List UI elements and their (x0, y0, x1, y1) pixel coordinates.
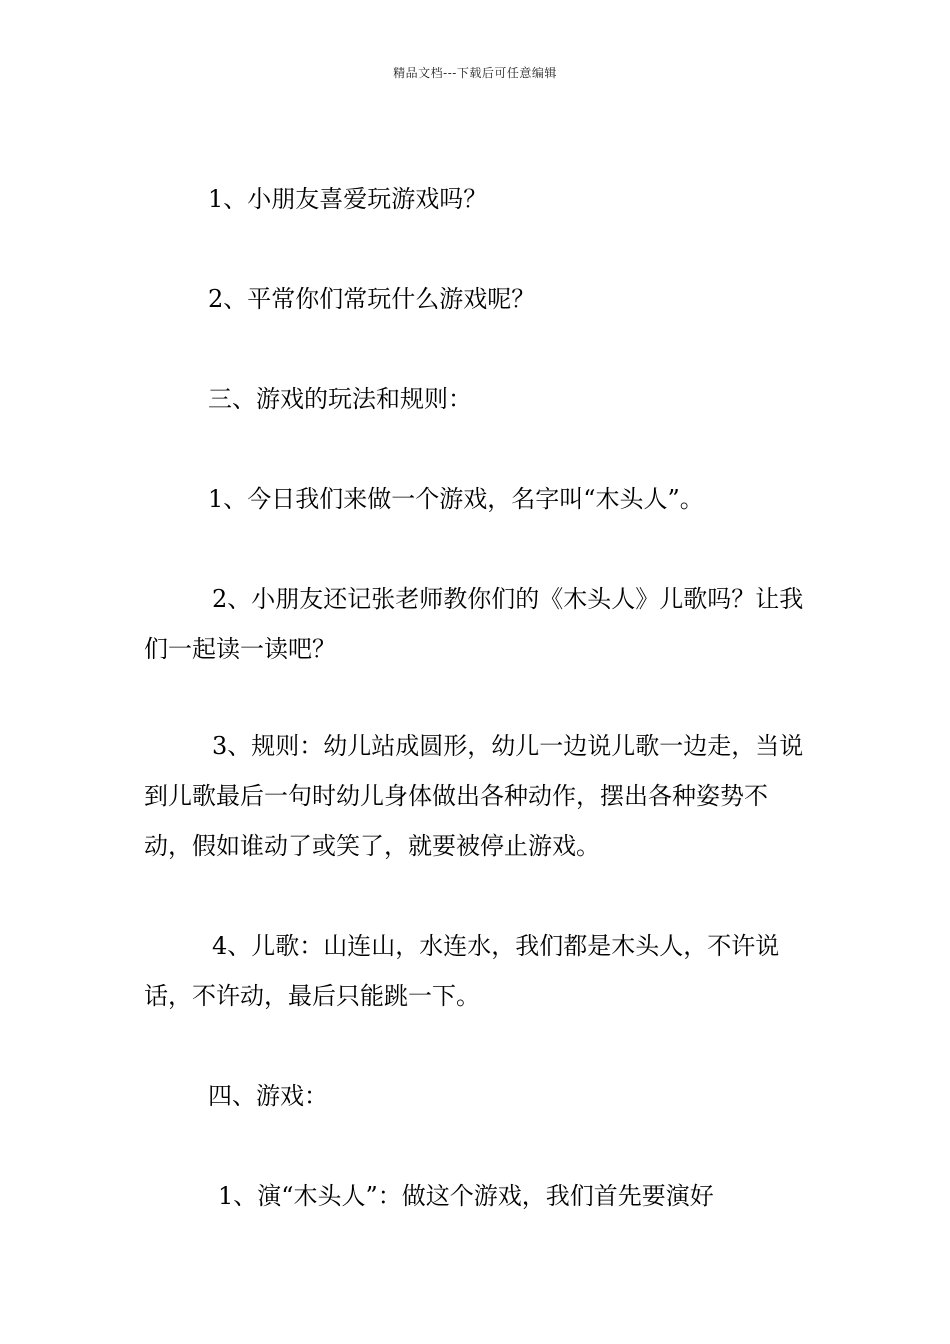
section-heading-8: 四、游戏： (208, 1082, 328, 1110)
paragraph-7: 4、儿歌：山连山，水连水，我们都是木头人，不许说话，不许动，最后只能跳一下。 (144, 932, 780, 1010)
paragraph-5: 2、小朋友还记张老师教你们的《木头人》儿歌吗？让我们一起读一读吧？ (144, 585, 804, 663)
paragraph-2: 2、平常你们常玩什么游戏呢？ (208, 285, 536, 313)
section-heading-3: 三、游戏的玩法和规则： (208, 385, 472, 413)
paragraph-6: 3、规则：幼儿站成圆形，幼儿一边说儿歌一边走，当说到儿歌最后一句时幼儿身体做出各种动作，摆出各种姿势不动，假如谁动了或笑了，就要被停止游戏。 (144, 732, 804, 860)
paragraph-9: 1、演“木头人”：做这个游戏，我们首先要演好 (218, 1182, 714, 1210)
paragraph-4: 1、今日我们来做一个游戏，名字叫“木头人”。 (208, 485, 704, 513)
paragraph-1: 1、小朋友喜爱玩游戏吗？ (208, 185, 488, 213)
page-header: 精品文档---下载后可任意编辑 (393, 66, 557, 80)
